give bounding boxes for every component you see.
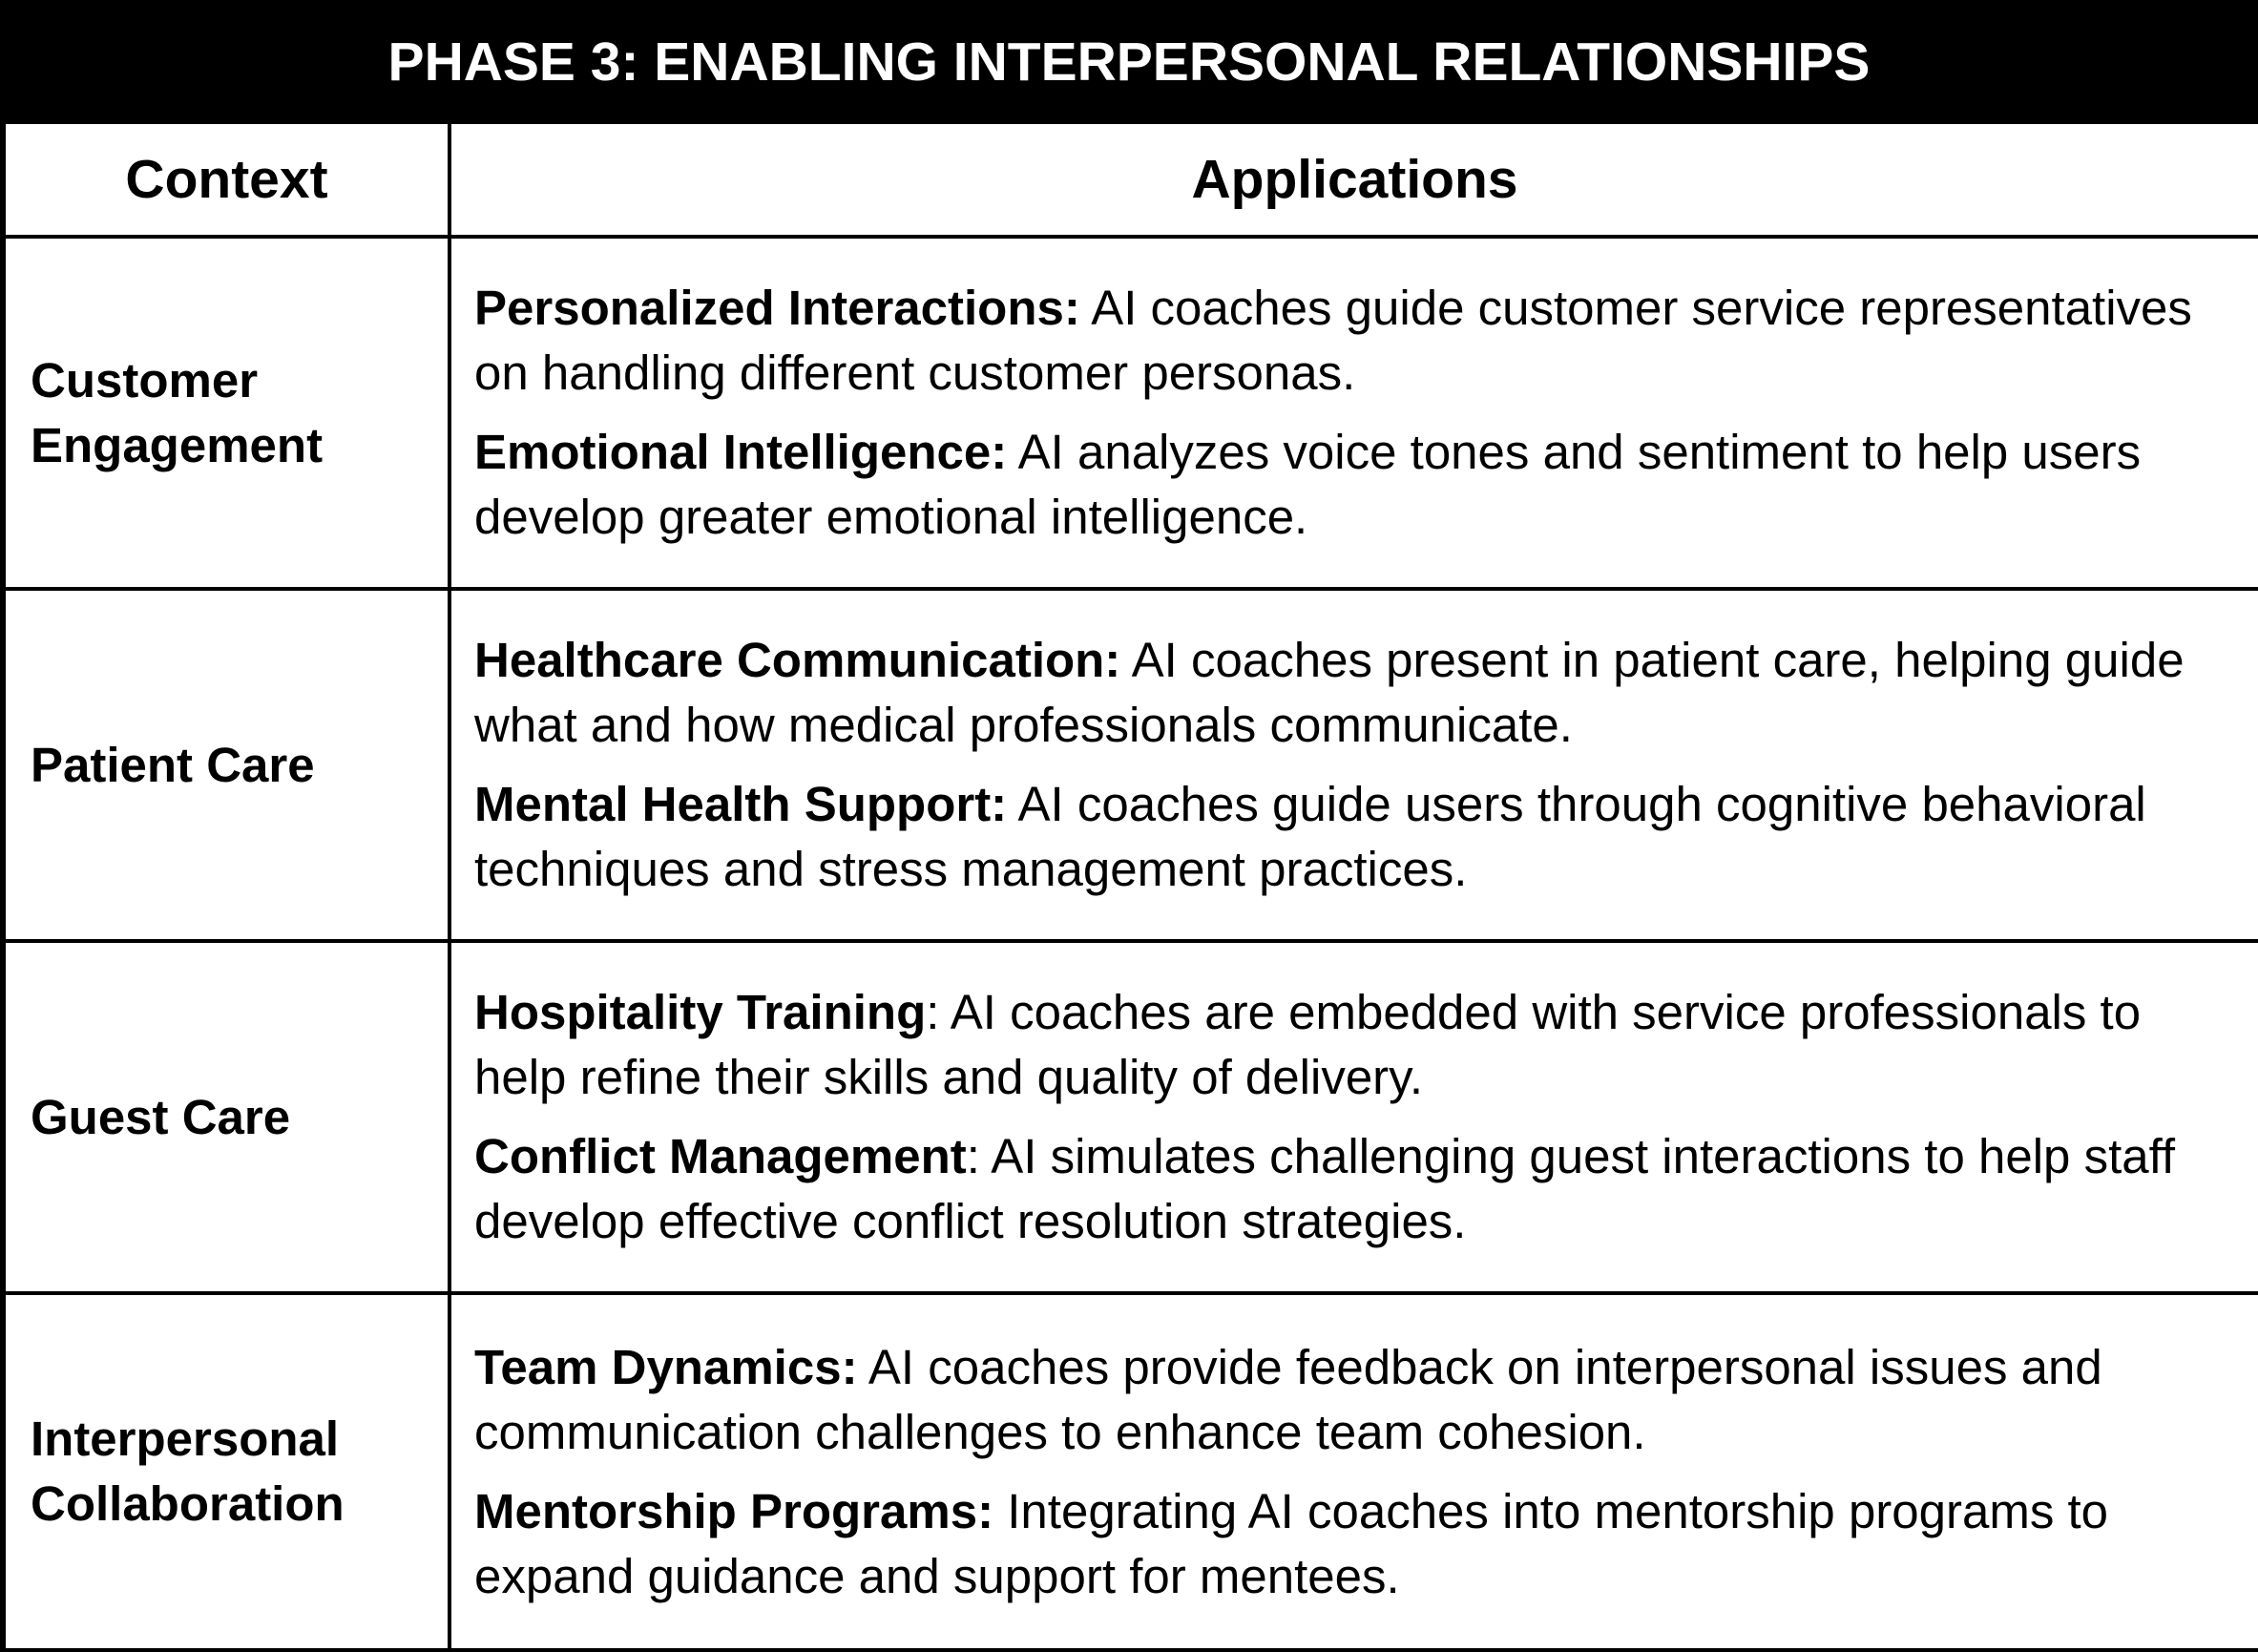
application-name: Conflict Management [474,1129,967,1183]
application-name: Hospitality Training [474,985,927,1039]
table-row [3,237,2258,589]
context-cell: Customer Engagement [3,237,450,589]
context-cell: Patient Care [3,589,450,941]
table-row [3,941,2258,1293]
application-separator: : [966,1129,980,1183]
application-description: AI simulates challenging guest interactions to help staff develop effective conflict resolution strategies. [474,1129,2176,1248]
application-description: AI coaches guide customer service representatives on handling different customer personas. [474,281,2192,400]
page-title: PHASE 3: ENABLING INTERPERSONAL RELATIONSHIPS [387,31,1871,93]
context-cell: Guest Care [3,941,450,1293]
application-description: AI coaches are embedded with service professionals to help refine their skills and quality of delivery. [474,985,2142,1104]
application-description: AI coaches present in patient care, helping guide what and how medical professionals communicate. [474,633,2185,752]
applications-column-header: Applications [450,122,2258,237]
applications-cell [450,589,2258,941]
table-header-row [3,122,2258,237]
context-column-header: Context [3,122,450,237]
application-item [474,276,2235,406]
application-item [474,772,2235,902]
application-name: Personalized Interactions: [474,281,1080,335]
application-item [474,1479,2235,1609]
applications-cell [450,941,2258,1293]
application-item [474,1124,2235,1254]
context-cell: Interpersonal Collaboration [3,1293,450,1650]
application-description: AI analyzes voice tones and sentiment to help users develop greater emotional intelligence. [474,425,2142,544]
application-name: Mentorship Programs: [474,1483,994,1538]
applications-cell [450,237,2258,589]
application-description: Integrating AI coaches into mentorship programs to expand guidance and support for mentees. [474,1483,2109,1603]
application-name: Team Dynamics: [474,1339,858,1394]
application-item [474,420,2235,550]
application-separator: : [926,985,940,1039]
application-description: AI coaches provide feedback on interpersonal issues and communication challenges to enhance team cohesion. [474,1339,2102,1459]
application-name: Mental Health Support: [474,777,1008,831]
application-name: Emotional Intelligence: [474,425,1008,479]
application-name: Healthcare Communication: [474,633,1121,687]
title-bar [0,0,2258,122]
application-item [474,628,2235,758]
application-description: AI coaches guide users through cognitive behavioral techniques and stress management practices. [474,777,2146,896]
applications-cell [450,1293,2258,1650]
applications-table [0,120,2258,1652]
application-item [474,1335,2235,1465]
table-row [3,1293,2258,1650]
table-row [3,589,2258,941]
application-item [474,980,2235,1110]
